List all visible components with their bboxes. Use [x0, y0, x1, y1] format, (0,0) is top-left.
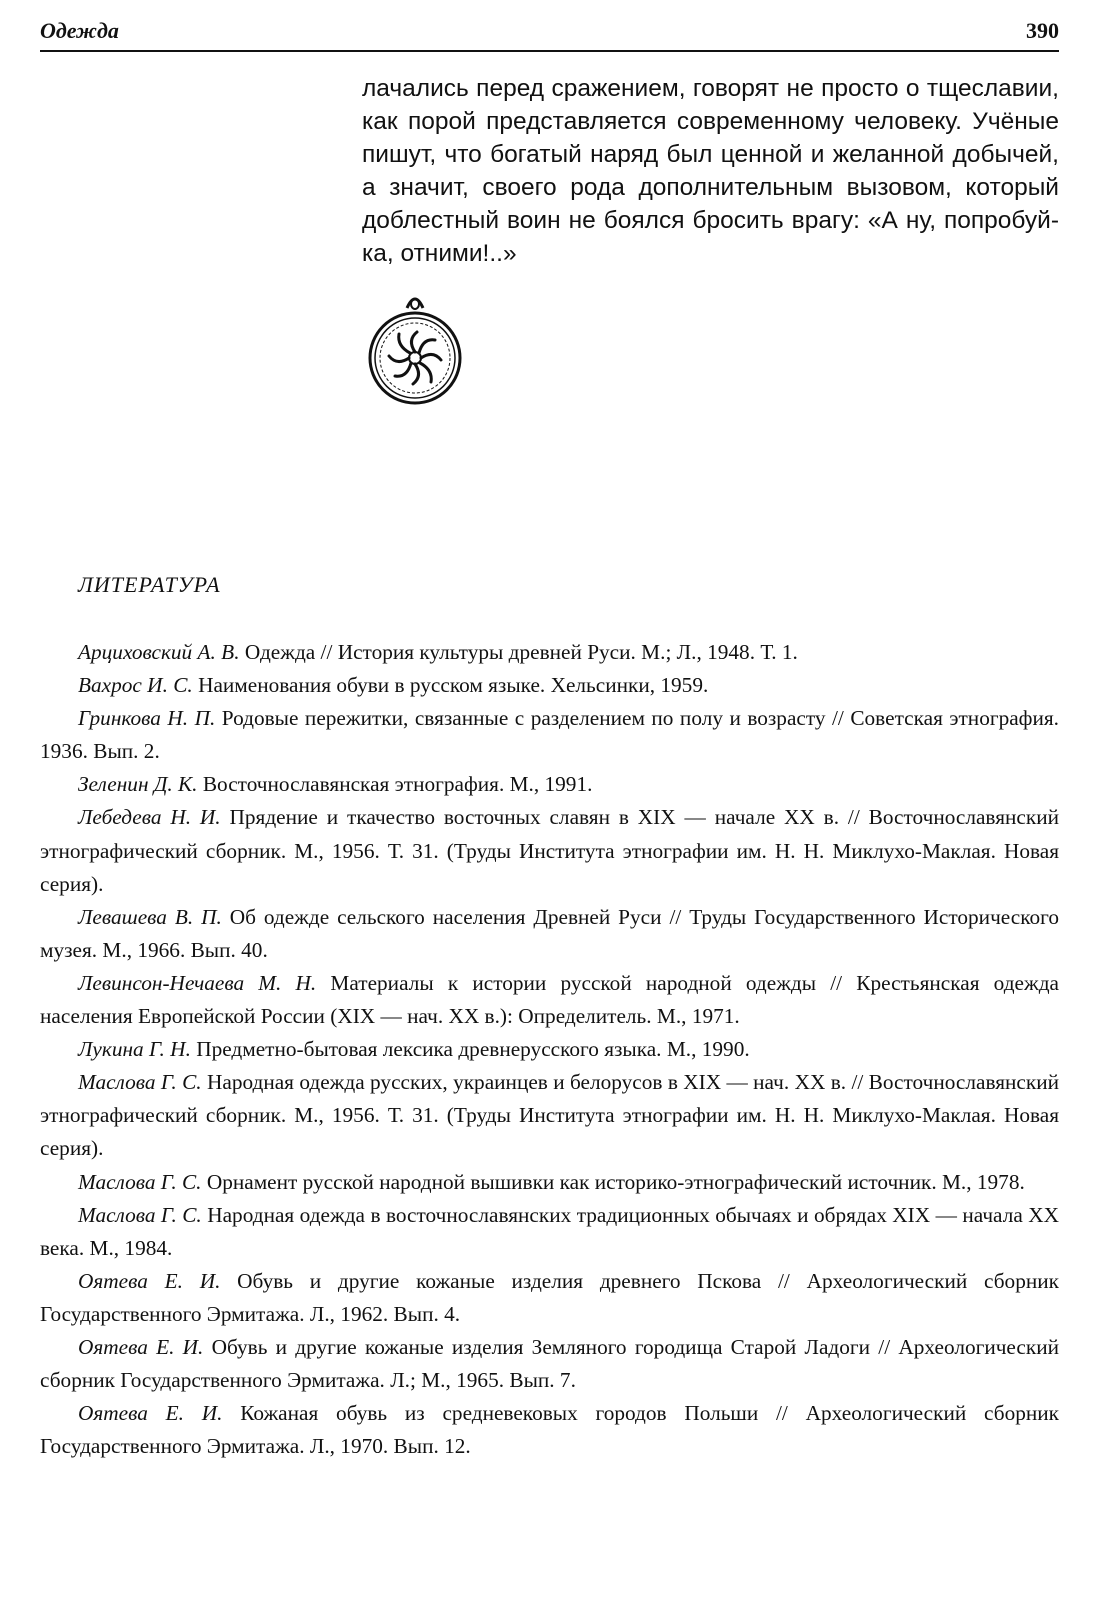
intro-paragraph: лачались перед сражением, говорят не просто о тщеславии, как порой представляется современному человеку. Учёные пишут, что богатый наряд был ценной и желанной добычей, а значит, своего рода дополнительным вызовом, который доблестный воин не боялся бросить врагу: «А ну, попробуй-ка, отними!..»	[362, 75, 1059, 267]
reference-list	[40, 636, 1059, 1463]
sun-pendant-icon	[367, 290, 463, 412]
reference-text: Родовые пережитки, связанные с разделением по полу и возрасту // Советская этнография. 1936. Вып. 2.	[40, 706, 1059, 764]
reference-text: Одежда // История культуры древней Руси. М.; Л., 1948. Т. 1.	[239, 640, 798, 664]
reference-item	[40, 1331, 1059, 1397]
running-header	[40, 16, 1059, 52]
reference-text: Орнамент русской народной вышивки как историко-этнографический источник. М., 1978.	[201, 1169, 1025, 1194]
reference-item	[40, 1265, 1059, 1331]
reference-author: Левинсон-Нечаева М. Н.	[78, 970, 317, 995]
reference-author: Маслова Г. С.	[78, 1202, 202, 1227]
reference-author: Маслова Г. С.	[78, 1169, 202, 1194]
reference-text: Материалы к истории русской народной одежды // Крестьянская одежда населения Европейской России (XIX — нач. XX в.): Определитель. М., 1971.	[40, 970, 1059, 1029]
reference-text: Об одежде сельского населения Древней Руси // Труды Государственного Исторического музея. М., 1966. Вып. 40.	[40, 904, 1059, 962]
reference-text: Предметно-бытовая лексика древнерусского языка. М., 1990.	[190, 1037, 750, 1062]
reference-item	[40, 901, 1059, 967]
reference-author: Лукина Г. Н.	[78, 1037, 191, 1062]
reference-text: Обувь и другие кожаные изделия древнего Пскова // Археологический сборник Государственного Эрмитажа. Л., 1962. Вып. 4.	[40, 1268, 1059, 1326]
reference-author: Лебедева Н. И.	[78, 805, 221, 830]
reference-text: Кожаная обувь из средневековых городов Польши // Археологический сборник Государственного Эрмитажа. Л., 1970. Вып. 12.	[40, 1401, 1060, 1459]
reference-text: Обувь и другие кожаные изделия Земляного городища Старой Ладоги // Археологический сборник Государственного Эрмитажа. Л.; М., 1965. Вып. 7.	[40, 1334, 1060, 1393]
reference-author: Вахрос И. С.	[78, 673, 193, 698]
reference-author: Зеленин Д. К.	[78, 772, 198, 797]
reference-item	[40, 1066, 1059, 1165]
reference-text: Народная одежда в восточнославянских традиционных обычаях и обрядах XIX — начала XX века. М., 1984.	[40, 1202, 1059, 1260]
section-title: Одежда	[40, 18, 119, 43]
reference-item	[40, 967, 1059, 1033]
reference-item	[40, 1199, 1059, 1265]
literature-heading: ЛИТЕРАТУРА	[78, 572, 221, 597]
reference-text: Наименования обуви в русском языке. Хельсинки, 1959.	[192, 673, 709, 698]
reference-text: Прядение и ткачество восточных славян в XIX — начале XX в. // Восточнославянский этнографический сборник. М., 1956. Т. 31. (Труды Института этнографии им. Н. Н. Миклухо-Маклая. Новая серия).	[40, 805, 1059, 896]
reference-author: Оятева Е. И.	[78, 1401, 223, 1426]
reference-text: Восточнославянская этнография. М., 1991.	[197, 772, 593, 797]
reference-author: Арциховский А. В.	[78, 640, 240, 664]
reference-author: Оятева Е. И.	[78, 1334, 204, 1359]
reference-author: Левашева В. П.	[78, 904, 222, 929]
reference-item	[40, 1166, 1059, 1199]
reference-item	[40, 1397, 1059, 1463]
reference-item	[40, 1033, 1059, 1066]
page-number: 390	[1026, 18, 1059, 43]
reference-item	[40, 768, 1059, 801]
reference-item	[40, 669, 1059, 702]
reference-text: Народная одежда русских, украинцев и белорусов в XIX — нач. XX в. // Восточнославянский этнографический сборник. М., 1956. Т. 31. (Труды Института этнографии им. Н. Н. Миклухо-Маклая. Новая серия).	[40, 1070, 1060, 1161]
reference-author: Оятева Е. И.	[78, 1268, 221, 1293]
reference-item	[40, 801, 1059, 900]
reference-author: Гринкова Н. П.	[78, 706, 216, 731]
reference-item	[40, 636, 1059, 669]
reference-item	[40, 702, 1059, 768]
reference-author: Маслова Г. С.	[78, 1070, 202, 1095]
